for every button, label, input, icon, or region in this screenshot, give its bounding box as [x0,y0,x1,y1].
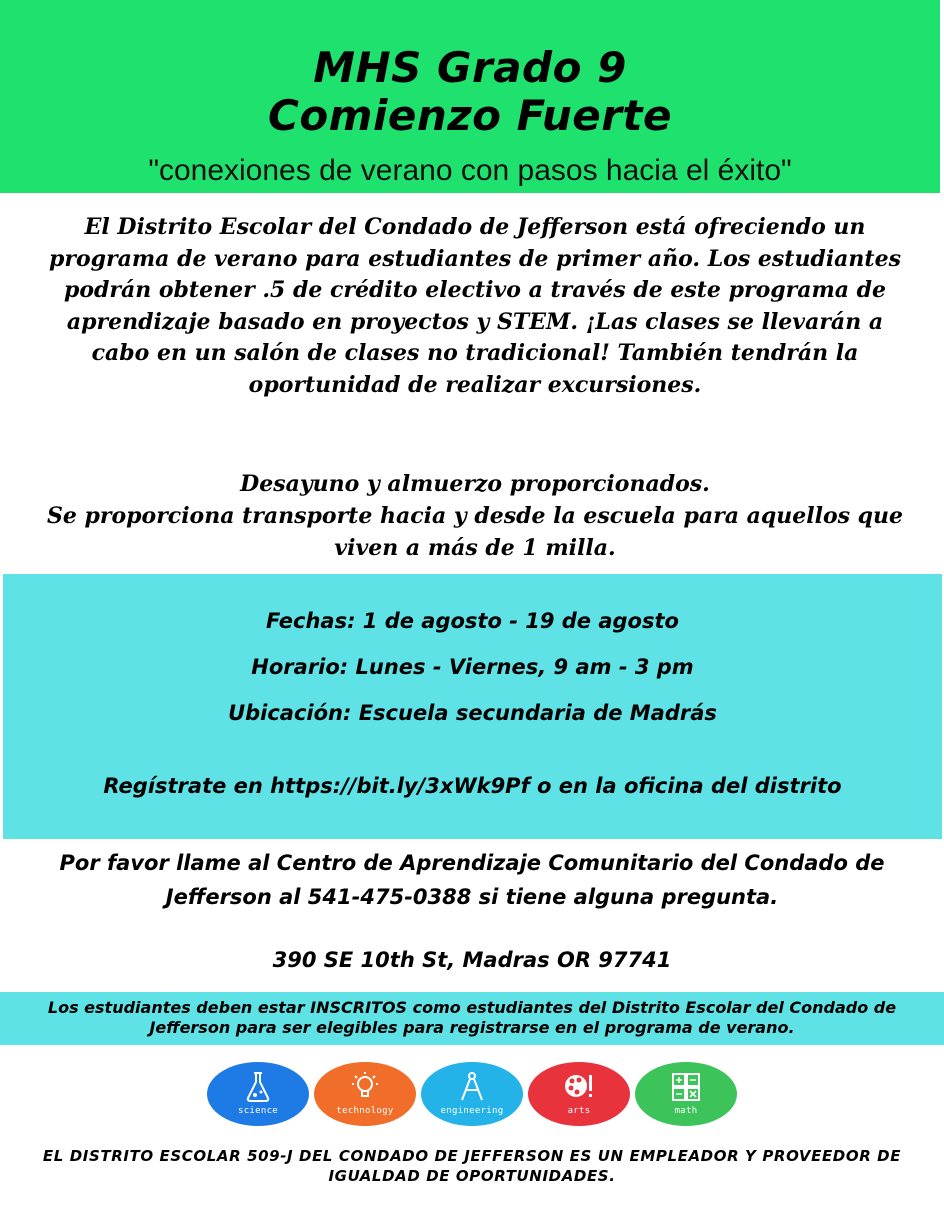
arts-label: arts [567,1106,591,1116]
eligibility-notice-box [0,992,944,1045]
technology-badge [314,1062,416,1126]
intro-text: El Distrito Escolar del Condado de Jefferson está ofreciendo un programa de verano para estudiantes de primer año. Los estudiantes podrán obtener .5 de crédito electivo a través de este programa de aprendizaje basado en proyectos y STEM. ¡Las clases se llevarán a cabo en un salón de clases no tradicional! También tendrán la oportunidad de realizar excursiones. [49,214,901,398]
arts-badge [528,1062,630,1126]
palette-icon [564,1070,594,1104]
compass-icon [457,1070,487,1104]
tagline: "conexiones de verano con pasos hacia el éxito" [148,154,792,187]
title-line-1: MHS Grado 9 [313,43,627,92]
contact-text: Por favor llame al Centro de Aprendizaje Comunitario del Condado de Jefferson al 541-475-0388 si tiene alguna pregunta. [59,851,885,909]
intro-paragraph [40,212,910,401]
engineering-badge [421,1062,523,1126]
program-details-box [3,574,942,839]
math-label: math [674,1106,698,1116]
engineering-label: engineering [440,1106,504,1116]
title-line-2: Comienzo Fuerte [268,91,672,140]
schedule-line: Horario: Lunes - Viernes, 9 am - 3 pm [251,655,694,679]
eligibility-notice: Los estudiantes deben estar INSCRITOS como estudiantes del Distrito Escolar del Condado de Jefferson para ser elegibles para registrarse en el programa de verano. [47,998,897,1037]
transport-line: Se proporciona transporte hacia y desde la escuela para aquellos que viven a más de 1 milla. [46,503,904,561]
address: 390 SE 10th St, Madras OR 97741 [272,948,672,972]
location-line: Ubicación: Escuela secundaria de Madrás [228,701,717,725]
lightbulb-icon [350,1070,380,1104]
equal-opportunity-statement: EL DISTRITO ESCOLAR 509-J DEL CONDADO DE JEFFERSON ES UN EMPLEADOR Y PROVEEDOR DE IGUALDAD DE OPORTUNIDADES. [42,1147,902,1185]
registration-line: Regístrate en https://bit.ly/3xWk9Pf o en la oficina del distrito [103,774,842,798]
science-badge [207,1062,309,1126]
math-badge [635,1062,737,1126]
stem-icons [207,1062,747,1126]
meals-line: Desayuno y almuerzo proporcionados. [240,471,710,497]
technology-label: technology [336,1106,394,1116]
science-label: science [237,1106,279,1116]
calculator-icon [671,1070,701,1104]
dates-line: Fechas: 1 de agosto - 19 de agosto [266,609,679,633]
flask-icon [243,1070,273,1104]
header-banner [0,0,940,193]
meals-transport [40,468,910,564]
